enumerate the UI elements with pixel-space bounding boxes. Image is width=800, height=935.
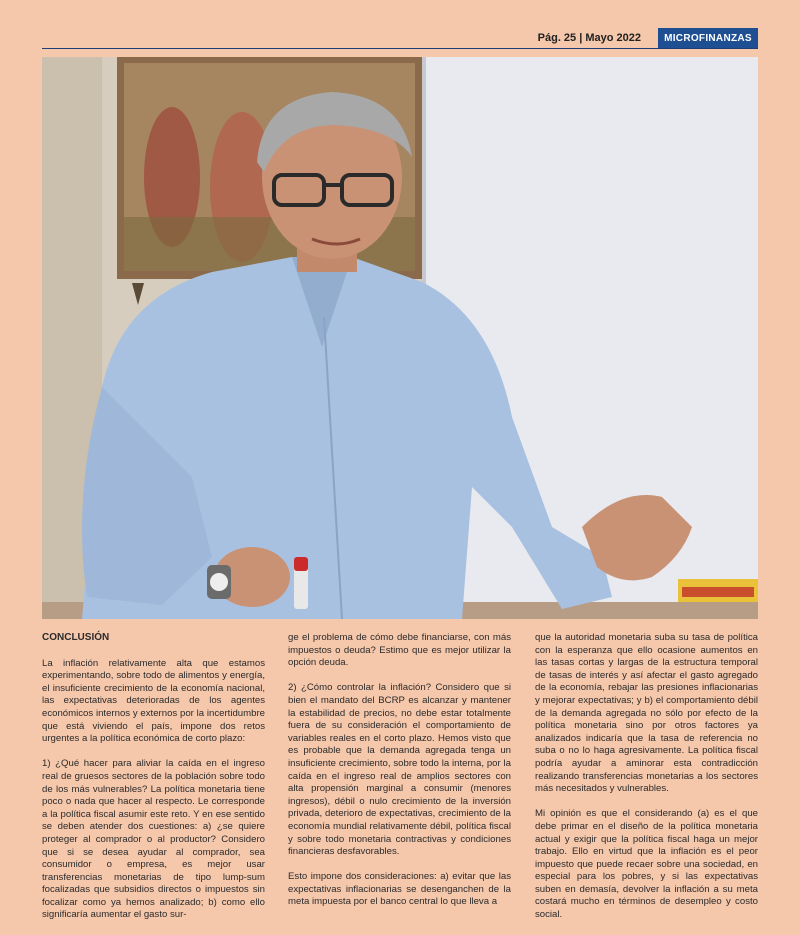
page-header [42,28,758,50]
paragraph: ge el problema de cómo debe financiarse, con más impuestos o deuda? Estimo que es mejor utilizar la opción deuda. [288,632,511,669]
portrait-photo-icon [42,57,758,619]
article-column-3 [535,632,758,934]
paragraph: 1) ¿Qué hacer para aliviar la caída en el ingreso real de gruesos sectores de la población sobre todo de los más vulnerables? La política monetaria tiene poco o nada que hacer al respecto. Le corresponde a la política fiscal asumir este reto. Y en ese sentido se deben atender dos cuestiones: a) ¿se quiere proteger al comprador o al productor? Considero que si se desea ayudar al comprador, sea consumidor o empresa, es mejor usar transferencias monetarias de tipo lump-sum focalizadas que subsidios directos o impuestos sin focalizar como ya hemos analizado; b) como ello significaría aumentar el gasto sur- [42,758,265,921]
header-divider [42,48,758,49]
paragraph: La inflación relativamente alta que estamos experimentando, sobre todo de alimentos y energía, el insuficiente crecimiento de la economía nacional, las expectativas deterioradas de los agentes económicos internos y externos por la incertidumbre que está viviendo el país, impone dos retos urgentes a la política económica de corto plazo: [42,657,265,745]
article-column-2 [288,632,511,922]
paragraph: que la autoridad monetaria suba su tasa de política con la esperanza que ello ocasione aumentos en las tasas cortas y largas de la estructura temporal de tasas de interés y así afectar el gasto agregado de la economía, rebajar las presiones inflacionarias y mejorar expectativas; y b) el comportamiento débil de la demanda agregada no sólo por efecto de la política monetaria sino por otros factores ya analizados indicaría que la tasa de referencia no suba o no lo haga agresivamente. La política fiscal podría ayudar a aminorar esta contradicción realizando transferencias monetarias a los sectores más necesitados y vulnerables. [535,632,758,795]
paragraph: 2) ¿Cómo controlar la inflación? Considero que si bien el mandato del BCRP es alcanzar y mantener la estabilidad de precios, no debe estar totalmente fuera de su consideración el comportamiento de variables reales en el corto plazo. Hemos visto que es probable que la demanda agregada tenga un insuficiente crecimiento, sobre todo la interna, por la caída en el ingreso real de amplios sectores con alta propensión marginal a consumir (menores ingresos), débil o nulo crecimiento de la inversión privada, deterioro de expectativas, crecimiento de la economía mundial relativamente débil, política fiscal y sobre todo monetaria contractivas y condiciones financieras desfavorables. [288,682,511,858]
paragraph: Esto impone dos consideraciones: a) evitar que las expectativas inflacionarias se desenganchen de la meta impuesta por el banco central lo que lleva a [288,871,511,908]
section-title: CONCLUSIÓN [42,632,110,643]
paragraph: Mi opinión es que el considerando (a) es el que debe primar en el diseño de la política monetaria actual y exigir que la política fiscal haga un mejor trabajo. Ello en virtud que la inflación es el peor impuesto que puede recaer sobre una sociedad, en especial para los pobres, y si las expectativas suben en demasía, devolver la inflación a su meta costará mucho en términos de desempleo y costo social. [535,808,758,921]
brand-badge: MICROFINANZAS [658,28,758,48]
article-column-1 [42,632,265,935]
portrait-photo [42,57,758,619]
page-info: Pág. 25 | Mayo 2022 [537,32,641,44]
